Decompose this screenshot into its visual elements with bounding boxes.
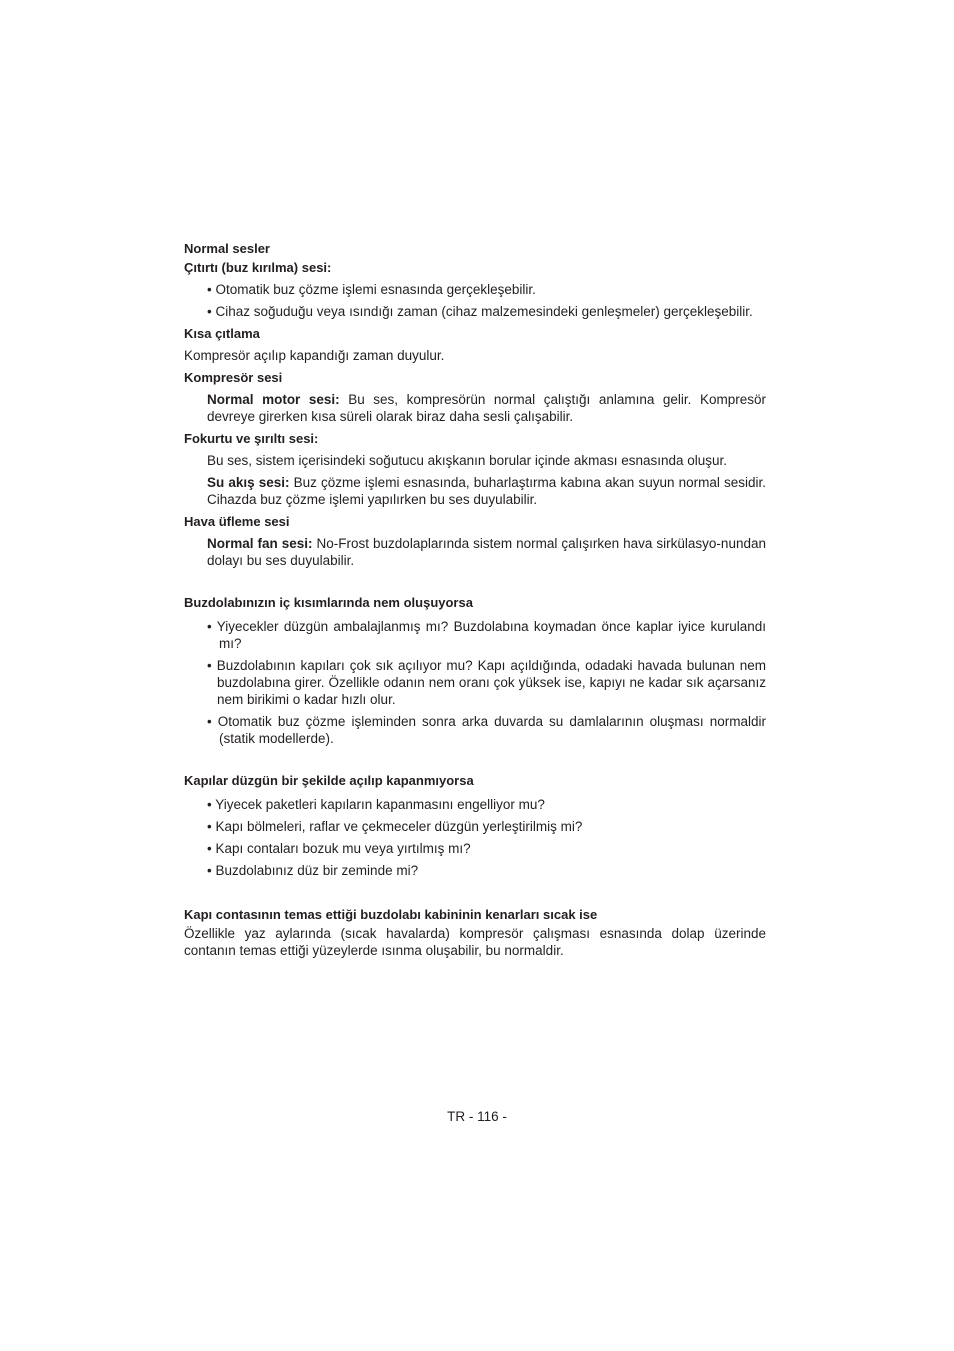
heading-air-blowing-sound: Hava üfleme sesi — [184, 514, 290, 529]
text-normal-motor-sound: Bu ses, kompresörün normal çalıştığı anlamına gelir. Kompresör devreye girerken kısa süreli olarak biraz daha sesli çalışabilir. — [207, 392, 766, 424]
heading-short-click: Kısa çıtlama — [184, 326, 260, 341]
page-number: TR - 116 - — [447, 1109, 507, 1124]
bullet-item: • Otomatik buz çözme işlemi esnasında gerçekleşebilir. — [207, 282, 536, 297]
heading-bubbling-sound: Fokurtu ve şırıltı sesi: — [184, 431, 319, 446]
heading-crackling-sound: Çıtırtı (buz kırılma) sesi: — [184, 260, 332, 275]
section-title-hot-edges: Kapı contasının temas ettiği buzdolabı kabininin kenarları sıcak ise — [184, 907, 598, 922]
bullet-item: • Yiyecek paketleri kapıların kapanmasını engelliyor mu? — [207, 797, 545, 812]
label-normal-motor-sound: Normal motor sesi: — [207, 392, 340, 407]
bullet-item: • Kapı contaları bozuk mu veya yırtılmış mı? — [207, 841, 471, 856]
paragraph-fan-sound — [184, 535, 766, 569]
paragraph-short-click: Kompresör açılıp kapandığı zaman duyulur. — [184, 348, 445, 363]
text-normal-fan-sound: No-Frost buzdolaplarında sistem normal çalışırken hava sirkülasyo-nundan dolayı bu ses duyulabilir. — [207, 536, 766, 568]
paragraph-hot-edges: Özellikle yaz aylarında (sıcak havalarda) kompresör çalışması esnasında dolap üzerinde contanın temas ettiği yüzeylerde ısınma oluşabilir, bu normaldir. — [184, 926, 766, 958]
section-title-humidity: Buzdolabınızın iç kısımlarında nem oluşuyorsa — [184, 595, 473, 610]
label-water-flow-sound: Su akış sesi: — [207, 475, 290, 490]
paragraph-compressor-sound — [184, 391, 766, 425]
bullet-item: • Cihaz soğuduğu veya ısındığı zaman (cihaz malzemesindeki genleşmeler) gerçekleşebilir. — [207, 304, 753, 319]
paragraph-bubbling-sound: Bu ses, sistem içerisindeki soğutucu akışkanın borular içinde akması esnasında oluşur. — [207, 453, 728, 468]
section-title-normal-sounds: Normal sesler — [184, 241, 270, 256]
bullet-item: • Buzdolabınız düz bir zeminde mi? — [207, 863, 419, 878]
heading-compressor-sound: Kompresör sesi — [184, 370, 283, 385]
section-title-doors: Kapılar düzgün bir şekilde açılıp kapanmıyorsa — [184, 773, 474, 788]
label-normal-fan-sound: Normal fan sesi: — [207, 536, 313, 551]
text-water-flow-sound: Buz çözme işlemi esnasında, buharlaştırma kabına akan suyun normal sesidir. Cihazda buz çözme işlemi yapılırken bu ses duyulabilir. — [207, 475, 766, 507]
document-body — [184, 240, 766, 959]
bullet-item: • Otomatik buz çözme işleminden sonra arka duvarda su damlalarının oluşması normaldir (statik modellerde). — [207, 714, 766, 746]
bullet-item: • Buzdolabının kapıları çok sık açılıyor mu? Kapı açıldığında, odadaki havada bulunan nem buzdolabına girer. Özellikle odanın nem oranı çok yüksek ise, kapıyı ne kadar sık açarsanız nem birikimi o kadar hızlı olur. — [207, 658, 766, 707]
bullet-item: • Kapı bölmeleri, raflar ve çekmeceler düzgün yerleştirilmiş mi? — [207, 819, 583, 834]
bullet-item: • Yiyecekler düzgün ambalajlanmış mı? Buzdolabına koymadan önce kaplar iyice kurulandı mı? — [207, 619, 766, 651]
paragraph-water-flow-sound — [184, 474, 766, 508]
